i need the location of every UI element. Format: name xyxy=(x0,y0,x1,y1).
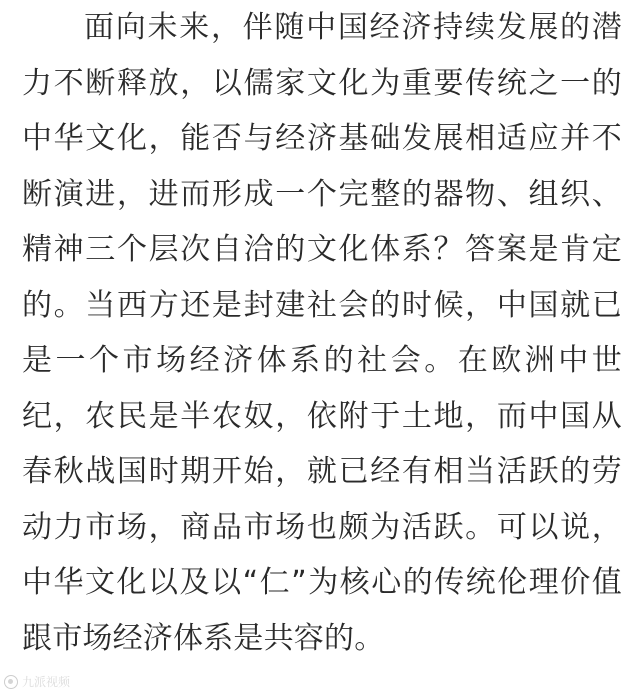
paragraph-line: 力不断释放，以儒家文化为重要传统之一的 xyxy=(22,65,622,101)
paragraph-line: 纪，农民是半农奴，依附于土地，而中国从 xyxy=(22,398,622,434)
paragraph-line-last: 跟市场经济体系是共容的。 xyxy=(22,620,385,656)
paragraph-line: 动力市场，商品市场也颇为活跃。可以说， xyxy=(22,509,622,545)
paragraph-line: 断演进，进而形成一个完整的器物、组织、 xyxy=(22,176,622,212)
watermark xyxy=(4,673,70,690)
logo-circle-icon xyxy=(4,675,18,689)
watermark-text: 九派视频 xyxy=(22,675,71,689)
paragraph-line: 中华文化，能否与经济基础发展相适应并不 xyxy=(22,121,622,156)
paragraph-line: 面向未来，伴随中国经济持续发展的潜 xyxy=(84,10,622,45)
paragraph-line: 是一个市场经济体系的社会。在欧洲中世 xyxy=(22,343,622,378)
paragraph-line: 精神三个层次自洽的文化体系？答案是肯定 xyxy=(22,232,622,267)
paragraph-line: 春秋战国时期开始，就已经有相当活跃的劳 xyxy=(22,454,622,489)
paragraph-line: 中华文化以及以“仁”为核心的传统伦理价值 xyxy=(22,565,622,600)
paragraph-line: 的。当西方还是封建社会的时候，中国就已 xyxy=(22,287,622,323)
article-body xyxy=(22,0,622,666)
